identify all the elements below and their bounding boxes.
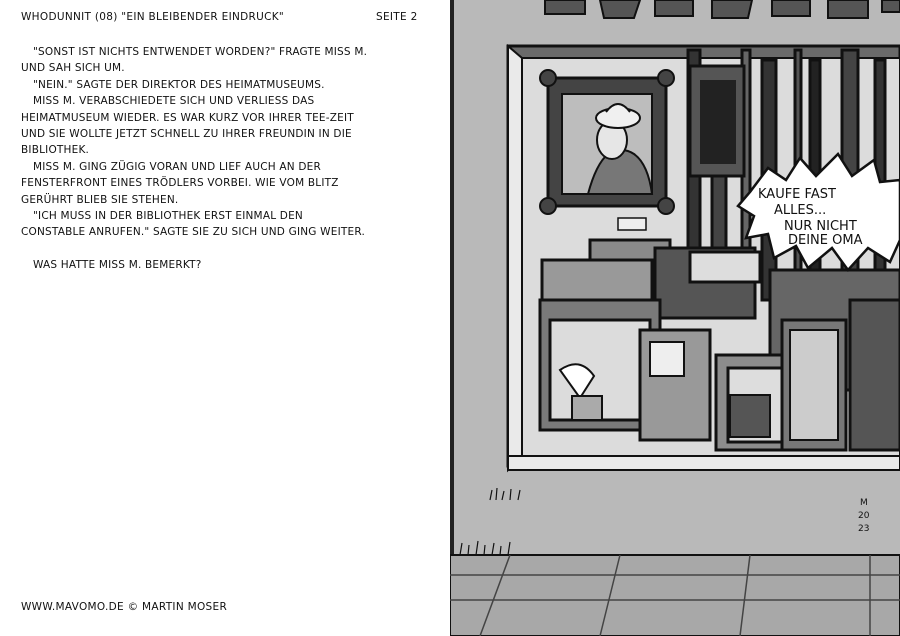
story-line: MISS M. GING ZÜGIG VORAN UND LIEF AUCH AN DER <box>33 160 321 173</box>
bubble-line: KAUFE FAST <box>758 187 836 202</box>
story-line: CONSTABLE ANRUFEN." SAGTE SIE ZU SICH UND GING WEITER. <box>21 226 366 239</box>
sidewalk <box>450 555 900 636</box>
page-title: WHODUNNIT (08) "EIN BLEIBENDER EINDRUCK" <box>21 11 285 23</box>
svg-text:23: 23 <box>858 524 870 534</box>
bubble-line: NUR NICHT <box>784 219 857 234</box>
comic-panel <box>450 0 900 636</box>
story-question: WAS HATTE MISS M. BEMERKT? <box>33 258 202 271</box>
story-line: HEIMATMUSEUM WIEDER. ES WAR KURZ VOR IHRER TEE-ZEIT <box>21 111 354 124</box>
footer-credit: WWW.MAVOMO.DE © MARTIN MOSER <box>21 601 228 613</box>
svg-text:20: 20 <box>858 511 870 521</box>
story-line: "SONST IST NICHTS ENTWENDET WORDEN?" FRAGTE MISS M. <box>33 46 368 58</box>
story-line: UND SAH SICH UM. <box>21 62 125 75</box>
page-number: SEITE 2 <box>376 11 418 23</box>
story-line: MISS M. VERABSCHIEDETE SICH UND VERLIESS DAS <box>33 95 315 108</box>
story-line: "NEIN." SAGTE DER DIREKTOR DES HEIMATMUSEUMS. <box>33 78 325 91</box>
story-line: "ICH MUSS IN DER BIBLIOTHEK ERST EINMAL DEN <box>33 210 303 223</box>
story-line: FENSTERFRONT EINES TRÖDLERS VORBEI. WIE VOM BLITZ <box>21 177 339 190</box>
svg-text:M: M <box>860 498 868 508</box>
story-line: GERÜHRT BLIEB SIE STEHEN. <box>21 193 179 206</box>
bubble-line: ALLES... <box>774 203 827 218</box>
bubble-line: DEINE OMA <box>788 233 863 248</box>
story-line: UND SIE WOLLTE JETZT SCHNELL ZU IHRER FREUNDIN IN DIE <box>21 128 352 141</box>
story-text <box>21 44 431 273</box>
story-line: BIBLIOTHEK. <box>21 144 90 157</box>
window-sill <box>508 456 900 470</box>
portrait-painting <box>540 70 674 214</box>
